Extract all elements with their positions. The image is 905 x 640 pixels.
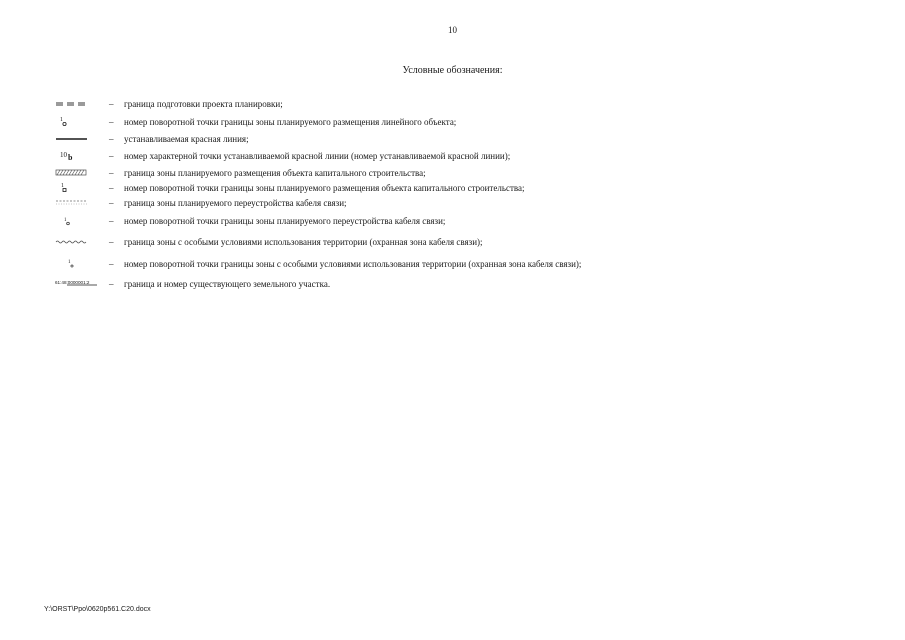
legend-label: граница зоны планируемого размещения объекта капитального строительства; (124, 168, 426, 178)
legend-label: устанавливаемая красная линия; (124, 134, 249, 144)
legend-dash: – (109, 99, 114, 109)
point-number-text: 1 (61, 183, 64, 189)
legend-row (50, 114, 890, 130)
legend-row (50, 131, 890, 147)
legend-title: Условные обозначения: (402, 65, 503, 76)
cable-turning-point-symbol (50, 213, 98, 229)
red-line-symbol (50, 131, 98, 147)
legend-dash: – (109, 198, 114, 208)
legend-label: граница зоны с особыми условиями использования территории (охранная зона кабеля связи); (124, 237, 483, 247)
svg-text:b: b (68, 153, 73, 162)
point-number-text: 1 (60, 117, 63, 123)
legend-dash: – (109, 168, 114, 178)
legend-label: номер поворотной точки границы зоны планируемого размещения линейного объекта; (124, 117, 457, 127)
legend-dash: – (109, 259, 114, 269)
legend-row (50, 213, 890, 229)
legend-dash: – (109, 237, 114, 247)
legend-row (50, 195, 890, 211)
legend-label: граница и номер существующего земельного участка. (124, 279, 331, 289)
point-number-text: 1 (68, 260, 71, 265)
hatched-zone-symbol (50, 165, 98, 181)
legend-dash: – (109, 134, 114, 144)
legend-dash: – (109, 279, 114, 289)
legend-row (50, 256, 890, 272)
red-line-point-symbol (50, 148, 98, 164)
parcel-number-text: 61:48:0000001:2 (55, 280, 90, 285)
turning-point-symbol (50, 114, 98, 130)
file-path-footer: Y:\ORST\Ppo\0620p561.C20.docx (44, 606, 151, 613)
cable-zone-symbol (50, 195, 98, 211)
protected-zone-point-symbol (50, 256, 98, 272)
legend-row (50, 234, 890, 250)
legend-row (50, 180, 890, 196)
wavy-zone-symbol (50, 234, 98, 250)
turning-point-square-symbol (50, 180, 98, 196)
legend-row (50, 165, 890, 181)
legend-dash: – (109, 216, 114, 226)
parcel-symbol (50, 276, 98, 292)
legend-label: номер поворотной точки границы зоны планируемого переустройства кабеля связи; (124, 216, 446, 226)
legend-row (50, 96, 890, 112)
red-line-point-text: 10 (60, 151, 67, 159)
legend-label: граница зоны планируемого переустройства кабеля связи; (124, 198, 347, 208)
legend-label: граница подготовки проекта планировки; (124, 99, 283, 109)
legend-row (50, 276, 890, 292)
legend-label: номер характерной точки устанавливаемой красной линии (номер устанавливаемой красной линии); (124, 151, 511, 161)
point-number-text: 1 (64, 218, 67, 223)
legend-label: номер поворотной точки границы зоны планируемого размещения объекта капитального строительства; (124, 183, 525, 193)
legend-label: номер поворотной точки границы зоны с особыми условиями использования территории (охранная зона кабеля связи); (124, 259, 582, 269)
legend-row (50, 148, 890, 164)
page-number: 10 (448, 25, 457, 35)
legend-dash: – (109, 151, 114, 161)
legend-dash: – (109, 117, 114, 127)
legend-dash: – (109, 183, 114, 193)
dashed-border-symbol (50, 96, 98, 112)
